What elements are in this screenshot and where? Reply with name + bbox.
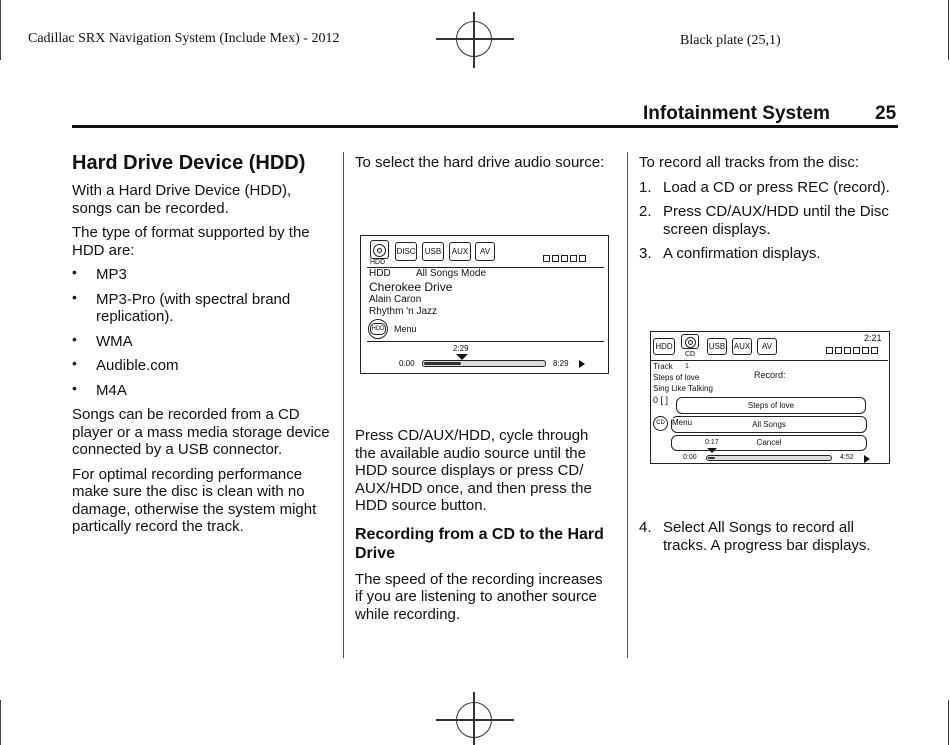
elapsed-time: 0:00 [683, 454, 697, 461]
status-icon [543, 255, 550, 262]
position-marker [707, 448, 717, 453]
status-icon [561, 255, 568, 262]
paragraph: The type of format supported by the HDD are: [72, 224, 310, 259]
mode-label: All Songs Mode [416, 268, 487, 279]
hdd-label: HDD [370, 259, 386, 266]
list-item: • M4A [72, 379, 127, 399]
column-2-top [355, 154, 613, 179]
menu-label: Menu [394, 324, 417, 334]
divider [651, 360, 888, 361]
song-title: Cherokee Drive [369, 280, 453, 294]
list-item: • Audible.com [72, 355, 179, 374]
cd-record-screen-illustration [650, 331, 890, 464]
record-counter: 0 [ ] [653, 395, 669, 405]
column-2-bottom [355, 427, 613, 630]
column-divider [627, 152, 628, 658]
disc-icon [685, 337, 696, 348]
disc-button: DISC [395, 242, 417, 261]
status-icons [826, 347, 878, 354]
track-label: Track [653, 362, 673, 371]
status-icon [862, 347, 869, 354]
position-label: 0:17 [705, 439, 719, 446]
paragraph: The speed of the recording increases if you are listening to another source while recording. [355, 570, 603, 623]
artist-name: Alain Caron [369, 294, 422, 305]
track-number: 1 [685, 363, 689, 370]
crop-mark [948, 0, 949, 60]
divider [367, 341, 604, 342]
section-title: Infotainment System [643, 103, 830, 124]
status-icon [871, 347, 878, 354]
crop-mark [948, 700, 949, 745]
paragraph: To select the hard drive audio source: [355, 154, 605, 171]
total-time: 4:52 [840, 454, 854, 461]
progress-fill [708, 457, 715, 459]
column-divider [343, 152, 344, 658]
list-item: • MP3 [72, 264, 127, 283]
cd-label: CD [685, 351, 696, 358]
hdd-menu-button [368, 319, 388, 339]
album-name: Rhythm 'n Jazz [369, 306, 438, 317]
heading-recording: Recording from a CD to the Hard Drive [355, 525, 604, 562]
record-prompt: Record: [754, 370, 786, 380]
progress-bar [706, 455, 832, 461]
option-cancel: Cancel [671, 435, 867, 451]
step-item: 1. Load a CD or press REC (record). [639, 178, 890, 196]
paragraph: With a Hard Drive Device (HDD), songs can be recorded. [72, 182, 292, 217]
status-icon [570, 255, 577, 262]
av-button: AV [757, 338, 777, 355]
hdd-source-button [370, 240, 389, 259]
hdd-button-label: HDD [370, 323, 386, 335]
running-header-right: Black plate (25,1) [680, 33, 781, 48]
progress-bar [422, 360, 546, 367]
hdd-screen-illustration [360, 235, 609, 374]
usb-button: USB [707, 338, 727, 355]
step-item: 2. Press CD/AUX/HDD until the Disc screen displays. [639, 203, 889, 238]
column-1 [72, 152, 332, 543]
menu-label: Menu [672, 418, 693, 427]
paragraph: Songs can be recorded from a CD player or a mass media storage device connected by a USB connector. [72, 406, 330, 458]
hdd-button: HDD [653, 338, 675, 355]
header-rule [72, 125, 898, 128]
position-label: 2:29 [453, 344, 469, 353]
disc-icon [373, 244, 386, 257]
paragraph: Press CD/AUX/HDD, cycle through the available audio source until the HDD source displays or press CD/ AUX/HDD once, and then press the HDD source button. [355, 427, 592, 514]
status-icon [579, 255, 586, 262]
step-item: 3. A confirmation displays. [639, 245, 821, 262]
total-time: 8:29 [553, 359, 569, 368]
paragraph: To record all tracks from the disc: [639, 154, 860, 171]
crop-mark [0, 700, 1, 745]
av-button: AV [475, 242, 495, 261]
source-label: HDD [369, 268, 391, 279]
status-icon [844, 347, 851, 354]
step-item: 4. Select All Songs to record all tracks. A progress bar displays. [639, 519, 871, 554]
option-all-songs: All Songs [671, 416, 867, 433]
aux-button: AUX [449, 242, 471, 261]
clock: 2:21 [864, 333, 882, 343]
status-icons [543, 255, 586, 262]
status-icon [826, 347, 833, 354]
column-3-top [639, 154, 897, 270]
play-icon [864, 455, 870, 463]
cd-menu-button: CD [653, 416, 668, 431]
crop-mark [0, 0, 1, 60]
cd-source-button [681, 334, 699, 349]
usb-button: USB [422, 242, 444, 261]
option-steps-of-love: Steps of love [676, 397, 866, 414]
list-item: • WMA [72, 330, 133, 350]
column-3-bottom [639, 519, 897, 561]
list-item: • MP3-Pro (with spectral brand replication). [72, 288, 291, 325]
song-title: Steps of love [653, 373, 700, 382]
status-icon [835, 347, 842, 354]
page-number: 25 [875, 103, 897, 124]
aux-button: AUX [732, 338, 752, 355]
artist-name: Sing Like Talking [653, 384, 713, 393]
progress-fill [424, 362, 461, 365]
paragraph: For optimal recording performance make sure the disc is clean with no damage, otherwise the system might partically record the track. [72, 465, 317, 535]
play-icon [579, 360, 585, 368]
heading-hdd: Hard Drive Device (HDD) [72, 152, 306, 174]
status-icon [552, 255, 559, 262]
status-icon [853, 347, 860, 354]
running-header-left: Cadillac SRX Navigation System (Include Mex) - 2012 [28, 31, 340, 46]
elapsed-time: 0:00 [399, 359, 415, 368]
